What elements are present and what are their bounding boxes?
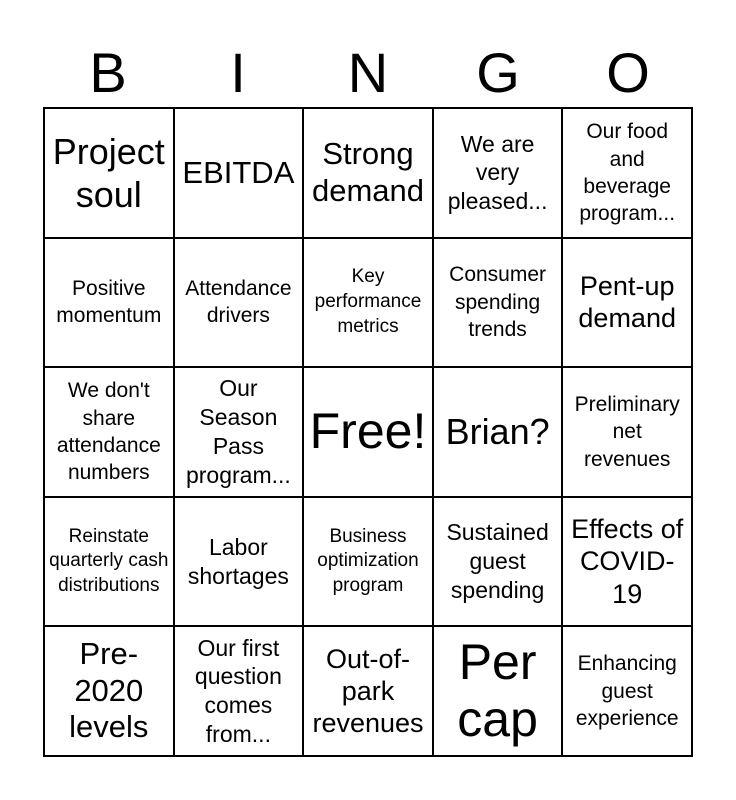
header-letter-g: G xyxy=(476,41,520,104)
cell-text: Key performance metrics xyxy=(314,266,422,337)
cell-text: EBITDA xyxy=(182,154,295,190)
bingo-cell xyxy=(433,238,563,368)
bingo-cell xyxy=(562,497,692,627)
bingo-cell xyxy=(174,367,304,497)
cell-text: Pre-2020 levels xyxy=(69,636,149,745)
bingo-cell xyxy=(174,626,304,756)
cell-text: Effects of COVID-19 xyxy=(571,514,684,609)
cell-text: Project soul xyxy=(52,130,165,215)
cell-text: Business optimization program xyxy=(317,525,419,596)
cell-text: Out-of-park revenues xyxy=(312,643,424,739)
free-space xyxy=(303,367,433,497)
bingo-cell xyxy=(44,367,174,497)
header-letter-b: B xyxy=(89,41,127,104)
bingo-cell xyxy=(174,497,304,627)
bingo-cell xyxy=(44,626,174,756)
bingo-cell xyxy=(174,238,304,368)
bingo-cell xyxy=(303,238,433,368)
cell-text: Enhancing guest experience xyxy=(575,652,679,730)
cell-text: Labor shortages xyxy=(187,533,289,589)
cell-text: Consumer spending trends xyxy=(449,263,547,342)
cell-text: Brian? xyxy=(445,411,550,453)
cell-text: We are very pleased... xyxy=(447,130,548,215)
cell-text: Reinstate quarterly cash distributions xyxy=(49,525,169,596)
bingo-header xyxy=(43,40,693,106)
bingo-board xyxy=(43,107,693,757)
bingo-cell xyxy=(433,108,563,238)
cell-text: We don't share attendance numbers xyxy=(56,379,161,485)
cell-text: Strong demand xyxy=(311,136,424,208)
bingo-cell xyxy=(433,626,563,756)
cell-text: Sustained guest spending xyxy=(446,519,549,603)
bingo-cell xyxy=(433,367,563,497)
bingo-cell xyxy=(44,497,174,627)
bingo-cell xyxy=(174,108,304,238)
cell-text: Pent-up demand xyxy=(578,271,676,334)
cell-text: Per cap xyxy=(457,633,538,748)
bingo-cell xyxy=(433,497,563,627)
cell-text: Free! xyxy=(309,403,427,460)
bingo-cell xyxy=(562,238,692,368)
bingo-cell xyxy=(562,626,692,756)
cell-text: Our Season Pass program... xyxy=(185,375,291,488)
header-letter-o: O xyxy=(606,41,650,104)
bingo-cell xyxy=(303,497,433,627)
cell-text: Our food and beverage program... xyxy=(579,120,676,226)
header-letter-n: N xyxy=(347,41,389,104)
bingo-cell xyxy=(562,108,692,238)
cell-text: Attendance drivers xyxy=(185,277,292,328)
bingo-cell xyxy=(44,108,174,238)
bingo-cell xyxy=(562,367,692,497)
bingo-cell xyxy=(303,108,433,238)
cell-text: Preliminary net revenues xyxy=(574,393,680,471)
header-letter-i: I xyxy=(230,41,246,104)
cell-text: Our first question comes from... xyxy=(194,634,282,747)
bingo-cell xyxy=(303,626,433,756)
bingo-cell xyxy=(44,238,174,368)
cell-text: Positive momentum xyxy=(56,277,162,328)
